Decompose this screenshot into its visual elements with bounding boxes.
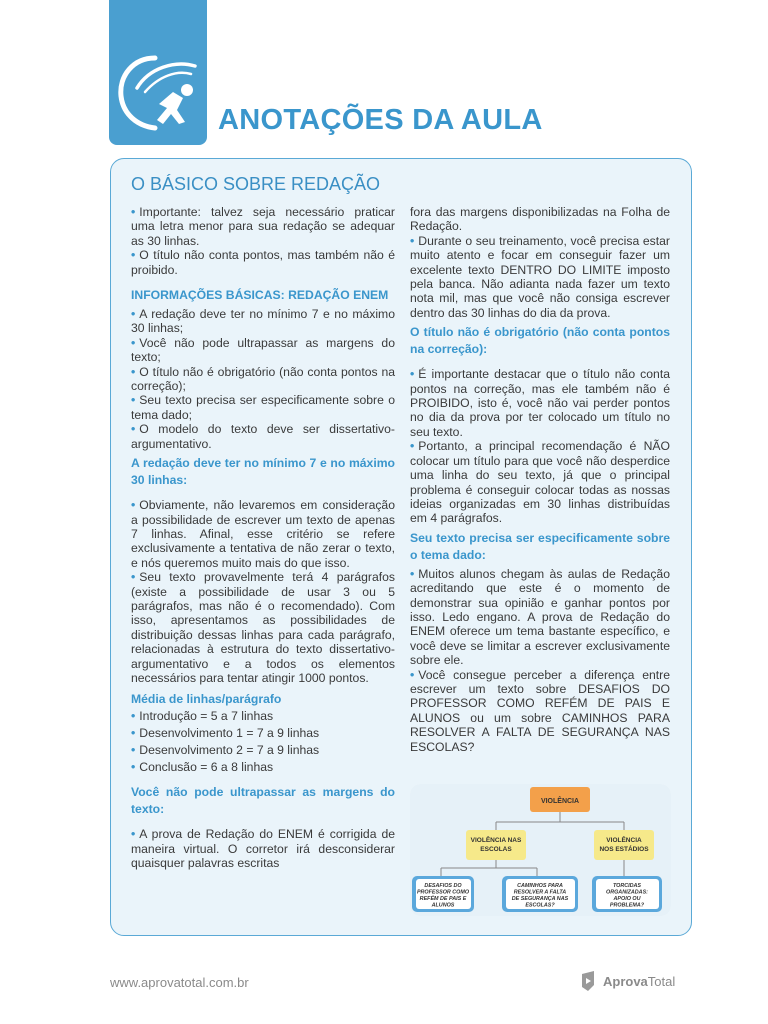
list-item: • Conclusão = 6 a 8 linhas (131, 760, 274, 775)
footer-brand-logo (580, 970, 675, 992)
leaf-node-label: RESOLVER A FALTA (513, 889, 567, 896)
list-item: • O título não conta pontos, mas também não é proibido. (131, 248, 395, 277)
list-item: • Introdução = 5 a 7 linhas (131, 709, 274, 724)
list-item: • Seu texto precisa ser especificamente sobre o tema dado; (131, 393, 395, 422)
list-item: • Muitos alunos chegam às aulas de Redação acreditando que este é o momento de demonstrar sua opinião e ganhar pontos por isso. Ledo engano. A prova de Redação do ENEM oferece um tema bastante específico, e você deve se limitar a escrever exclusivamente sobre ele. (410, 566, 670, 668)
left-column (131, 205, 395, 871)
section-heading: Média de linhas/parágrafo (131, 692, 282, 707)
runner-logo-icon (115, 52, 201, 138)
list-item: • Seu texto provavelmente terá 4 parágrafos (existe a possibilidade de usar 3 ou 5 parágrafos, mas não é o recomendado). Com isso, apresentamos as possibilidades de distribuição dessas linhas para cada parágrafo, relacionadas à estrutura do texto dissertativo-argumentativo e a todos os elementos necessários para tentar atingir 1000 pontos. (131, 570, 395, 685)
box-title: O BÁSICO SOBRE REDAÇÃO (131, 174, 381, 194)
leaf-node-label: APOIO OU (613, 896, 641, 902)
list-item: • Desenvolvimento 2 = 7 a 9 linhas (131, 743, 320, 758)
section-heading: O título não é obrigatório (não conta pontos na correção): (410, 325, 670, 357)
leaf-node-label: ORGANIZADAS: (606, 889, 648, 896)
leaf-node-label: DESAFIOS DO (424, 883, 462, 889)
mid-node-label: ESCOLAS (480, 846, 512, 853)
aprova-logo-icon (580, 970, 598, 992)
leaf-node-label: PROFESSOR COMO (416, 889, 470, 896)
brand-name-b: Total (647, 973, 676, 989)
topic-tree-diagram (410, 784, 671, 916)
page-title: ANOTAÇÕES DA AULA (218, 104, 543, 136)
leaf-node-label: REFÉM DE PAIS E (419, 896, 467, 902)
list-item: • Portanto, a principal recomendação é NÃO colocar um título para que você não desperdice uma linha do seu texto, já que o principal problema é conseguir colocar todas as nossas ideias organizadas em 30 linhas distribuídas em 4 parágrafos. (410, 439, 670, 526)
leaf-node-label: TORCIDAS (612, 883, 642, 889)
leaf-node-label: PROBLEMA? (609, 902, 645, 909)
section-heading: INFORMAÇÕES BÁSICAS: REDAÇÃO ENEM (131, 288, 389, 303)
mid-node-label: VIOLÊNCIA NAS (470, 837, 522, 844)
mid-node (594, 830, 654, 860)
list-item: • É importante destacar que o título não conta pontos na correção, mas ele também não é PROIBIDO, isto é, você não vai perder pontos no dia da prova por ter colocado um título no seu texto. (410, 367, 670, 439)
mid-node-label: NOS ESTÁDIOS (599, 846, 649, 853)
section-heading: Você não pode ultrapassar as margens do texto: (131, 785, 395, 817)
mid-node-label: VIOLÊNCIA (606, 837, 642, 844)
list-item: • Você consegue perceber a diferença entre escrever um texto sobre DESAFIOS DO PROFESSOR COMO REFÉM DE PAIS E ALUNOS ou um sobre CAMINHOS PARA RESOLVER A FALTA DE SEGURANÇA NAS ESCOLAS? (410, 667, 670, 754)
root-node-label: VIOLÊNCIA (540, 798, 580, 805)
notes-box (110, 158, 692, 936)
leaf-node-label: ESCOLAS? (525, 902, 555, 909)
paragraph: fora das margens disponibilizadas na Folha de Redação. (410, 205, 670, 234)
list-item: • A redação deve ter no mínimo 7 e no máximo 30 linhas; (131, 307, 395, 336)
list-item: • Você não pode ultrapassar as margens do texto; (131, 335, 395, 365)
leaf-node-label: CAMINHOS PARA (517, 883, 563, 889)
leaf-node-label: DE SEGURANÇA NAS (511, 896, 569, 902)
mid-node (466, 830, 526, 860)
list-item: • O título não é obrigatório (não conta pontos na correção); (131, 364, 395, 394)
list-item: • A prova de Redação do ENEM é corrigida de maneira virtual. O corretor irá desconsiderar quaisquer palavras escritas (131, 827, 395, 871)
section-heading: A redação deve ter no mínimo 7 e no máximo 30 linhas: (131, 456, 395, 488)
footer-website-link[interactable]: www.aprovatotal.com.br (110, 975, 249, 990)
list-item: • O modelo do texto deve ser dissertativo-argumentativo. (131, 422, 395, 451)
right-column (410, 205, 670, 754)
list-item: • Durante o seu treinamento, você precisa estar muito atento e focar em conseguir fazer um excelente texto DENTRO DO LIMITE imposto pela banca. Não adianta nada fazer um texto nota mil, mas que você não consiga escrever dentro das 30 linhas do dia da prova. (410, 233, 670, 320)
topic-tree-svg (410, 784, 671, 916)
list-item: • Desenvolvimento 1 = 7 a 9 linhas (131, 726, 320, 741)
header-logo-tab (109, 0, 207, 145)
section-heading: Seu texto precisa ser especificamente sobre o tema dado: (410, 530, 670, 562)
list-item: • Obviamente, não levaremos em consideração a possibilidade de escrever um texto de apenas 7 linhas. Afinal, esse critério se refere exclusivamente a tentativa de não zerar o texto, e nós queremos muito mais do que isso. (131, 498, 395, 570)
brand-name-a: Aprova (603, 973, 648, 989)
leaf-node-label: ALUNOS (431, 902, 455, 909)
list-item: • Importante: talvez seja necessário praticar uma letra menor para sua redação se adequar as 30 linhas. (131, 205, 395, 248)
